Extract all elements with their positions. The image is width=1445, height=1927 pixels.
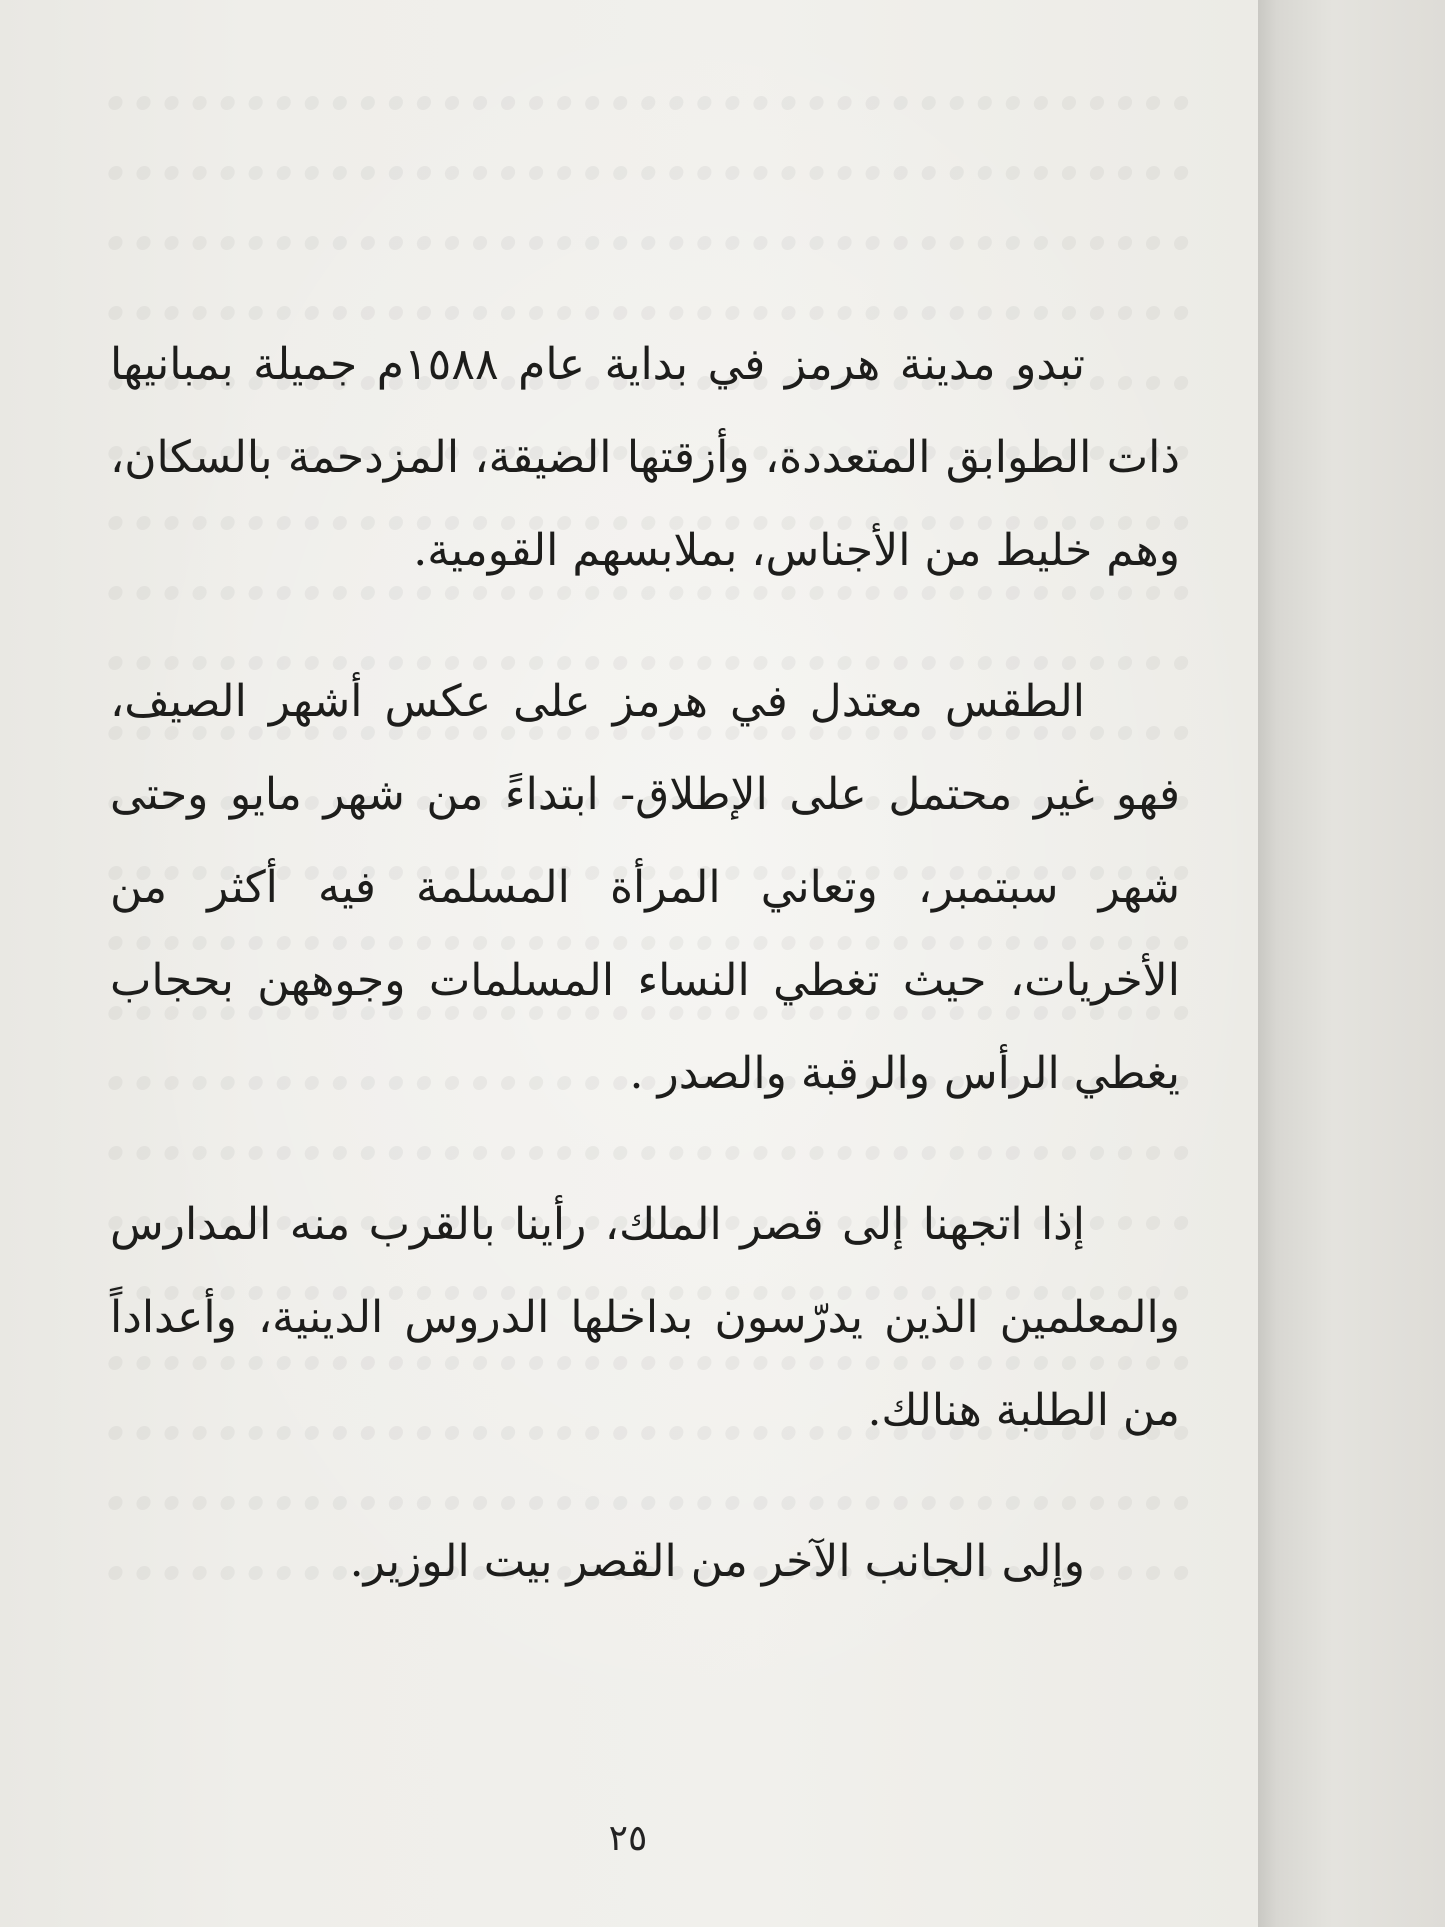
page-number: ٢٥ <box>608 1818 648 1859</box>
page-edge-shadow <box>1258 0 1445 1927</box>
paragraph-2: الطقس معتدل في هرمز على عكس أشهر الصيف، فهو غير محتمل على الإطلاق- ابتداءً من شهر مايو وحتى شهر سبتمبر، وتعاني المرأة المسلمة فيه أكثر من الأخريات، حيث تغطي النساء المسلمات وجوههن بحجاب يغطي الرأس والرقبة والصدر . <box>110 676 1180 1099</box>
paragraph-3: إذا اتجهنا إلى قصر الملك، رأينا بالقرب منه المدارس والمعلمين الذين يدرّسون بداخلها الدروس الدينية، وأعداداً من الطلبة هنالك. <box>110 1199 1180 1436</box>
body-text <box>110 318 1180 1608</box>
paragraph-1: تبدو مدينة هرمز في بداية عام ١٥٨٨م جميلة بمبانيها ذات الطوابق المتعددة، وأزقتها الضيقة، المزدحمة بالسكان، وهم خليط من الأجناس، بملابسهم القومية. <box>110 339 1180 576</box>
paragraph-4: وإلى الجانب الآخر من القصر بيت الوزير. <box>349 1536 1085 1587</box>
